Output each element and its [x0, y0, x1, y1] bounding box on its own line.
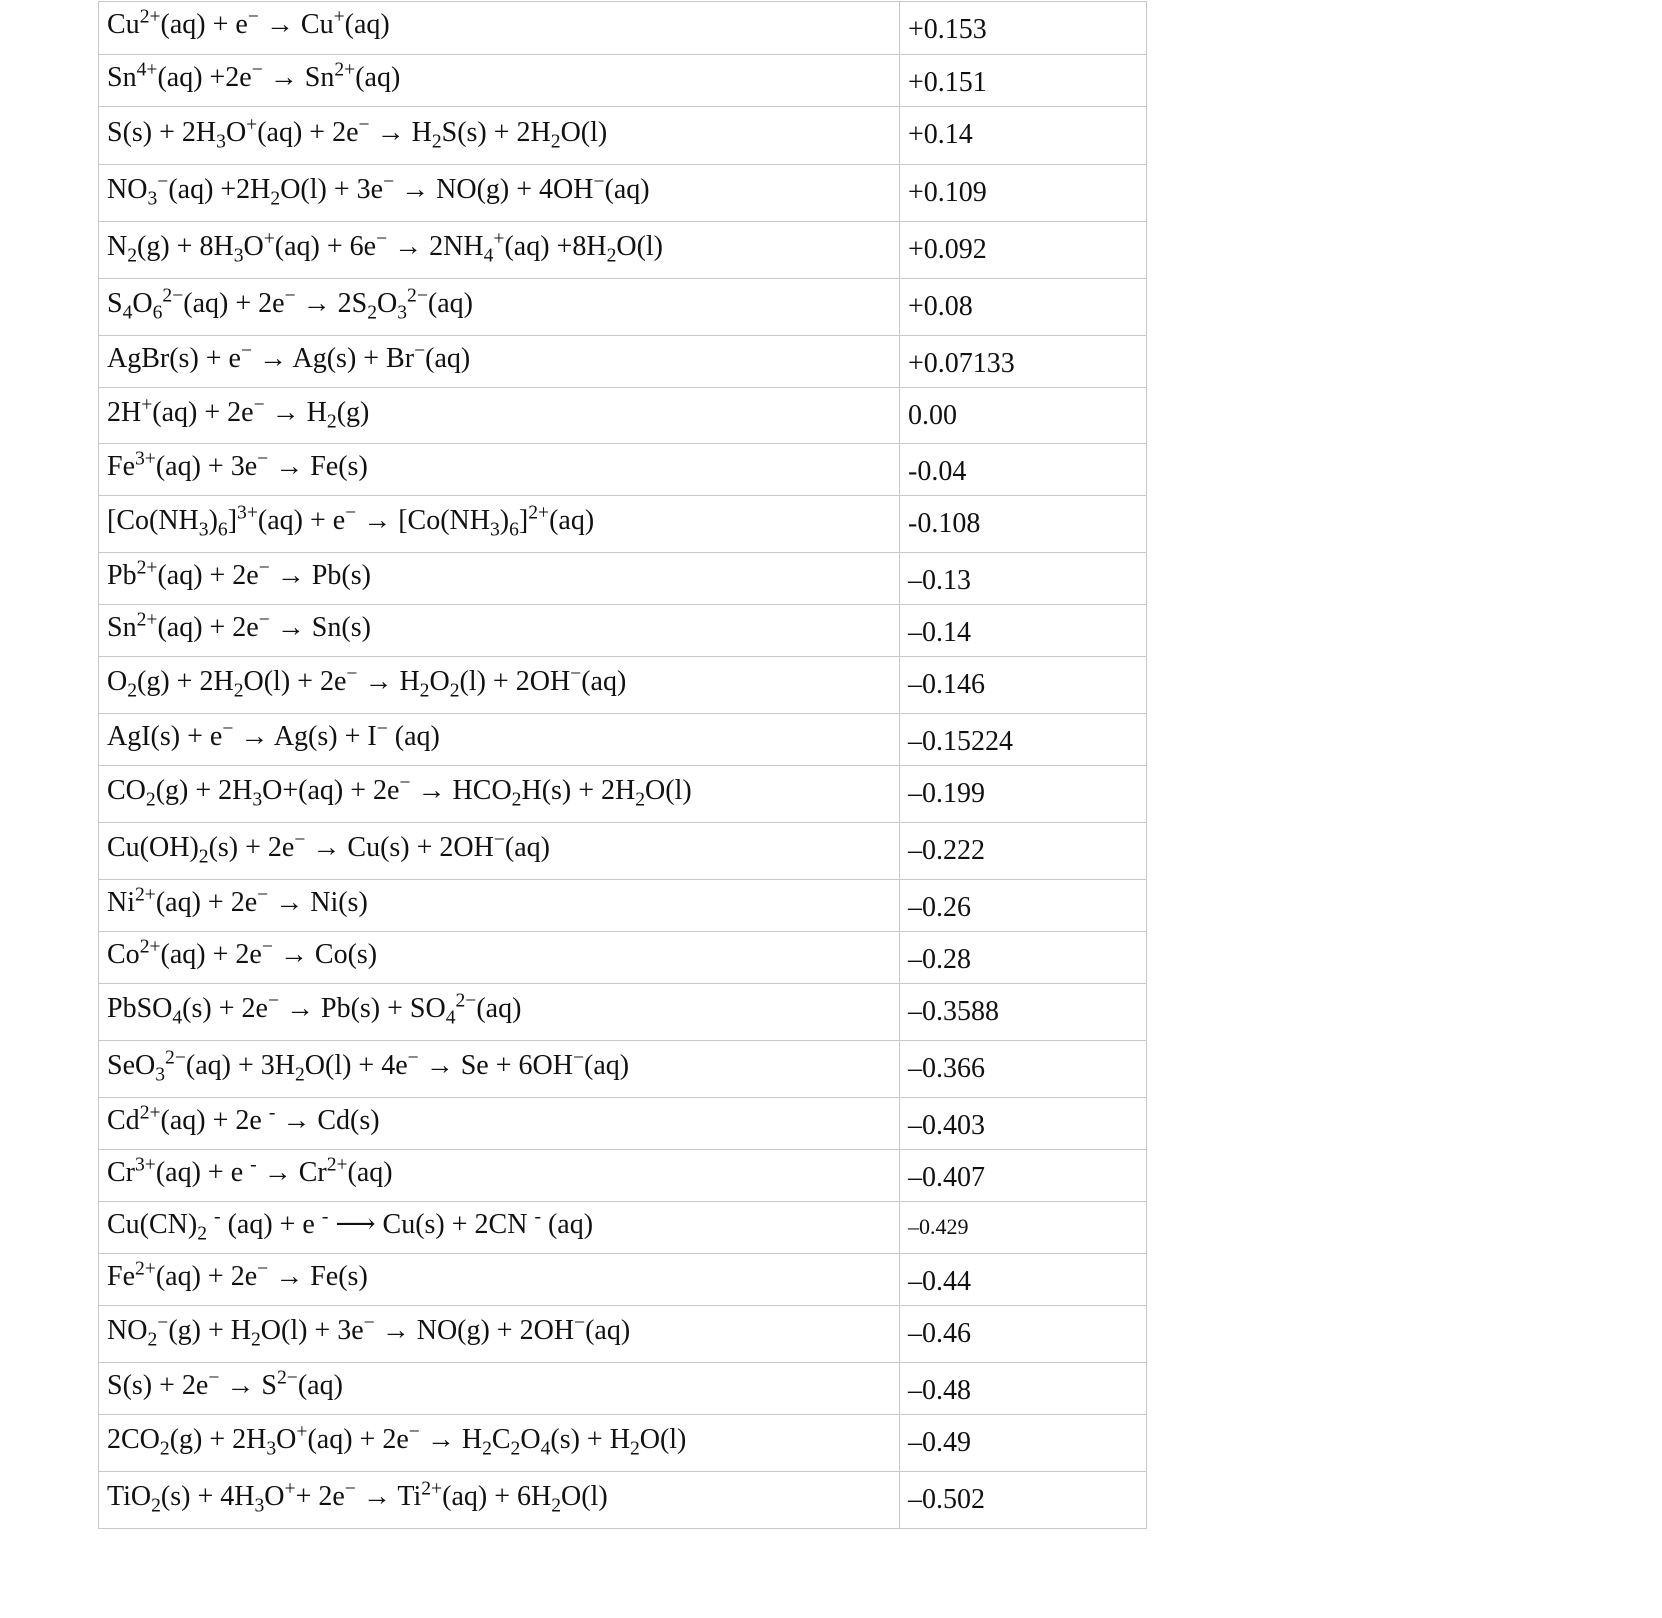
table-row: [99, 657, 1147, 714]
potential-cell: +0.14: [900, 107, 1147, 165]
half-reaction-cell: $2H^+(aq) + 2e^- \to H_2(g)$: [99, 388, 900, 444]
table-row: [99, 1472, 1147, 1529]
half-reaction-cell: $Sn^{4+}(aq) +2e^- \to Sn^{2+}(aq)$: [99, 55, 900, 107]
potential-cell: +0.151: [900, 55, 1147, 107]
potential-cell: –0.429: [900, 1202, 1147, 1254]
table-row: [99, 107, 1147, 165]
table-row: [99, 165, 1147, 222]
potential-cell: +0.109: [900, 165, 1147, 222]
potential-cell: –0.13: [900, 553, 1147, 605]
potential-cell: –0.44: [900, 1254, 1147, 1306]
potential-cell: –0.366: [900, 1041, 1147, 1098]
half-reaction-cell: $[Co(NH_3)_6]^{3+}(aq) + e^- \to [Co(NH_3)_6]^{2+}(aq)$: [99, 496, 900, 553]
potential-cell: –0.407: [900, 1150, 1147, 1202]
half-reaction-cell: $S(s) + 2e^- \to S^{2-}(aq)$: [99, 1363, 900, 1415]
half-reaction-cell: $Sn^{2+}(aq) + 2e^- \to Sn(s)$: [99, 605, 900, 657]
potential-cell: –0.49: [900, 1415, 1147, 1472]
potential-cell: –0.199: [900, 766, 1147, 823]
table-row: [99, 2, 1147, 55]
table-row: [99, 496, 1147, 553]
table-row: [99, 279, 1147, 336]
half-reaction-cell: $Cd^{2+}(aq) + 2e$ - → Cd(s): [99, 1098, 900, 1150]
half-reaction-cell: $CO_2(g) + 2H_3O+(aq) + 2e^- \to HCO_2H(s) + 2H_2O(l)$: [99, 766, 900, 823]
potential-cell: +0.153: [900, 2, 1147, 55]
table-row: [99, 714, 1147, 766]
table-row: [99, 932, 1147, 984]
potential-cell: -0.108: [900, 496, 1147, 553]
potential-cell: –0.146: [900, 657, 1147, 714]
half-reaction-cell: $NO_3^-(aq) +2H_2O(l) + 3e^- \to NO(g) + 4OH^-(aq)$: [99, 165, 900, 222]
table-row: [99, 1363, 1147, 1415]
table-row: [99, 984, 1147, 1041]
half-reaction-cell: PbSO$_4$(s) + $2e^- \to Pb(s) + SO_4^{2-}(aq)$: [99, 984, 900, 1041]
table-row: [99, 55, 1147, 107]
potential-cell: +0.08: [900, 279, 1147, 336]
potential-cell: –0.502: [900, 1472, 1147, 1529]
potential-cell: –0.28: [900, 932, 1147, 984]
table-row: [99, 1306, 1147, 1363]
half-reaction-cell: $Cr^{3+}(aq) + e$ $^- \to Cr^{2+}(aq)$: [99, 1150, 900, 1202]
half-reaction-cell: $Pb^{2+}(aq) + 2e^- \to Pb(s)$: [99, 553, 900, 605]
table-row: [99, 766, 1147, 823]
half-reaction-cell: $Cu(CN)_2$ - (aq) + e - ⟶ Cu(s) + 2CN - (aq): [99, 1202, 900, 1254]
table-body: [99, 2, 1147, 1529]
half-reaction-cell: $S_4O_6^{2-}(aq) + 2e^- \to 2S_2O_3^{2-}(aq)$: [99, 279, 900, 336]
half-reaction-cell: $Fe^{2+}(aq) + 2e^- \to Fe(s)$: [99, 1254, 900, 1306]
reduction-potential-table: [98, 1, 1147, 1529]
half-reaction-cell: $SeO_3^{2-}(aq) + 3H_2O(l) + 4e^- \to Se + 6OH^-(aq)$: [99, 1041, 900, 1098]
half-reaction-cell: $Ni^{2+}(aq) + 2e^- \to Ni(s)$: [99, 880, 900, 932]
table-row: [99, 880, 1147, 932]
table-row: [99, 605, 1147, 657]
table-row: [99, 1415, 1147, 1472]
table-row: [99, 336, 1147, 388]
half-reaction-cell: $Co^{2+}(aq) + 2e^- \to Co(s)$: [99, 932, 900, 984]
table-row: [99, 1041, 1147, 1098]
potential-cell: +0.07133: [900, 336, 1147, 388]
table-row: [99, 388, 1147, 444]
table-row: [99, 823, 1147, 880]
half-reaction-cell: AgI(s) + e− → Ag(s) + I− (aq): [99, 714, 900, 766]
table-row: [99, 444, 1147, 496]
half-reaction-cell: $N_2(g) + 8H_3O^+(aq) + 6e^- \to 2NH_4^+(aq) +8H_2O(l)$: [99, 222, 900, 279]
table-row: [99, 1098, 1147, 1150]
potential-cell: -0.04: [900, 444, 1147, 496]
half-reaction-cell: $O_2(g) + 2H_2O(l) + 2e^- \to H_2O_2(l) + 2OH^-(aq)$: [99, 657, 900, 714]
potential-cell: –0.222: [900, 823, 1147, 880]
half-reaction-cell: $Fe^{3+}(aq) + 3e^- \to Fe(s)$: [99, 444, 900, 496]
potential-cell: –0.3588: [900, 984, 1147, 1041]
half-reaction-cell: $Cu(OH)_2(s) + 2e^- \to Cu(s) + 2OH^-(aq)$: [99, 823, 900, 880]
potential-cell: –0.48: [900, 1363, 1147, 1415]
potential-cell: –0.15224: [900, 714, 1147, 766]
potential-cell: –0.14: [900, 605, 1147, 657]
half-reaction-cell: $2CO_2(g) + 2H_3O^+(aq) + 2e^- \to H_2C_2O_4(s) + H_2O(l)$: [99, 1415, 900, 1472]
potential-cell: +0.092: [900, 222, 1147, 279]
potential-cell: –0.403: [900, 1098, 1147, 1150]
table-row: [99, 222, 1147, 279]
half-reaction-cell: $S(s) + 2H_3O^+(aq) + 2e^- \to H_2S(s) + 2H_2O(l)$: [99, 107, 900, 165]
table-row: [99, 1150, 1147, 1202]
potential-cell: 0.00: [900, 388, 1147, 444]
potential-cell: –0.26: [900, 880, 1147, 932]
half-reaction-cell: $NO_2^-(g) + H_2O(l) + 3e^- \to NO(g) + 2OH^-(aq)$: [99, 1306, 900, 1363]
table-row: [99, 1254, 1147, 1306]
half-reaction-cell: $Cu^{2+}(aq) + e^- \to Cu^+(aq)$: [99, 2, 900, 55]
half-reaction-cell: $TiO_2(s) + 4H_3O^++ 2e^- \to Ti^{2+}(aq) + 6H_2O(l)$: [99, 1472, 900, 1529]
table-row: [99, 553, 1147, 605]
half-reaction-cell: AgBr(s) + e− → Ag(s) + Br−(aq): [99, 336, 900, 388]
table-row: [99, 1202, 1147, 1254]
potential-cell: –0.46: [900, 1306, 1147, 1363]
